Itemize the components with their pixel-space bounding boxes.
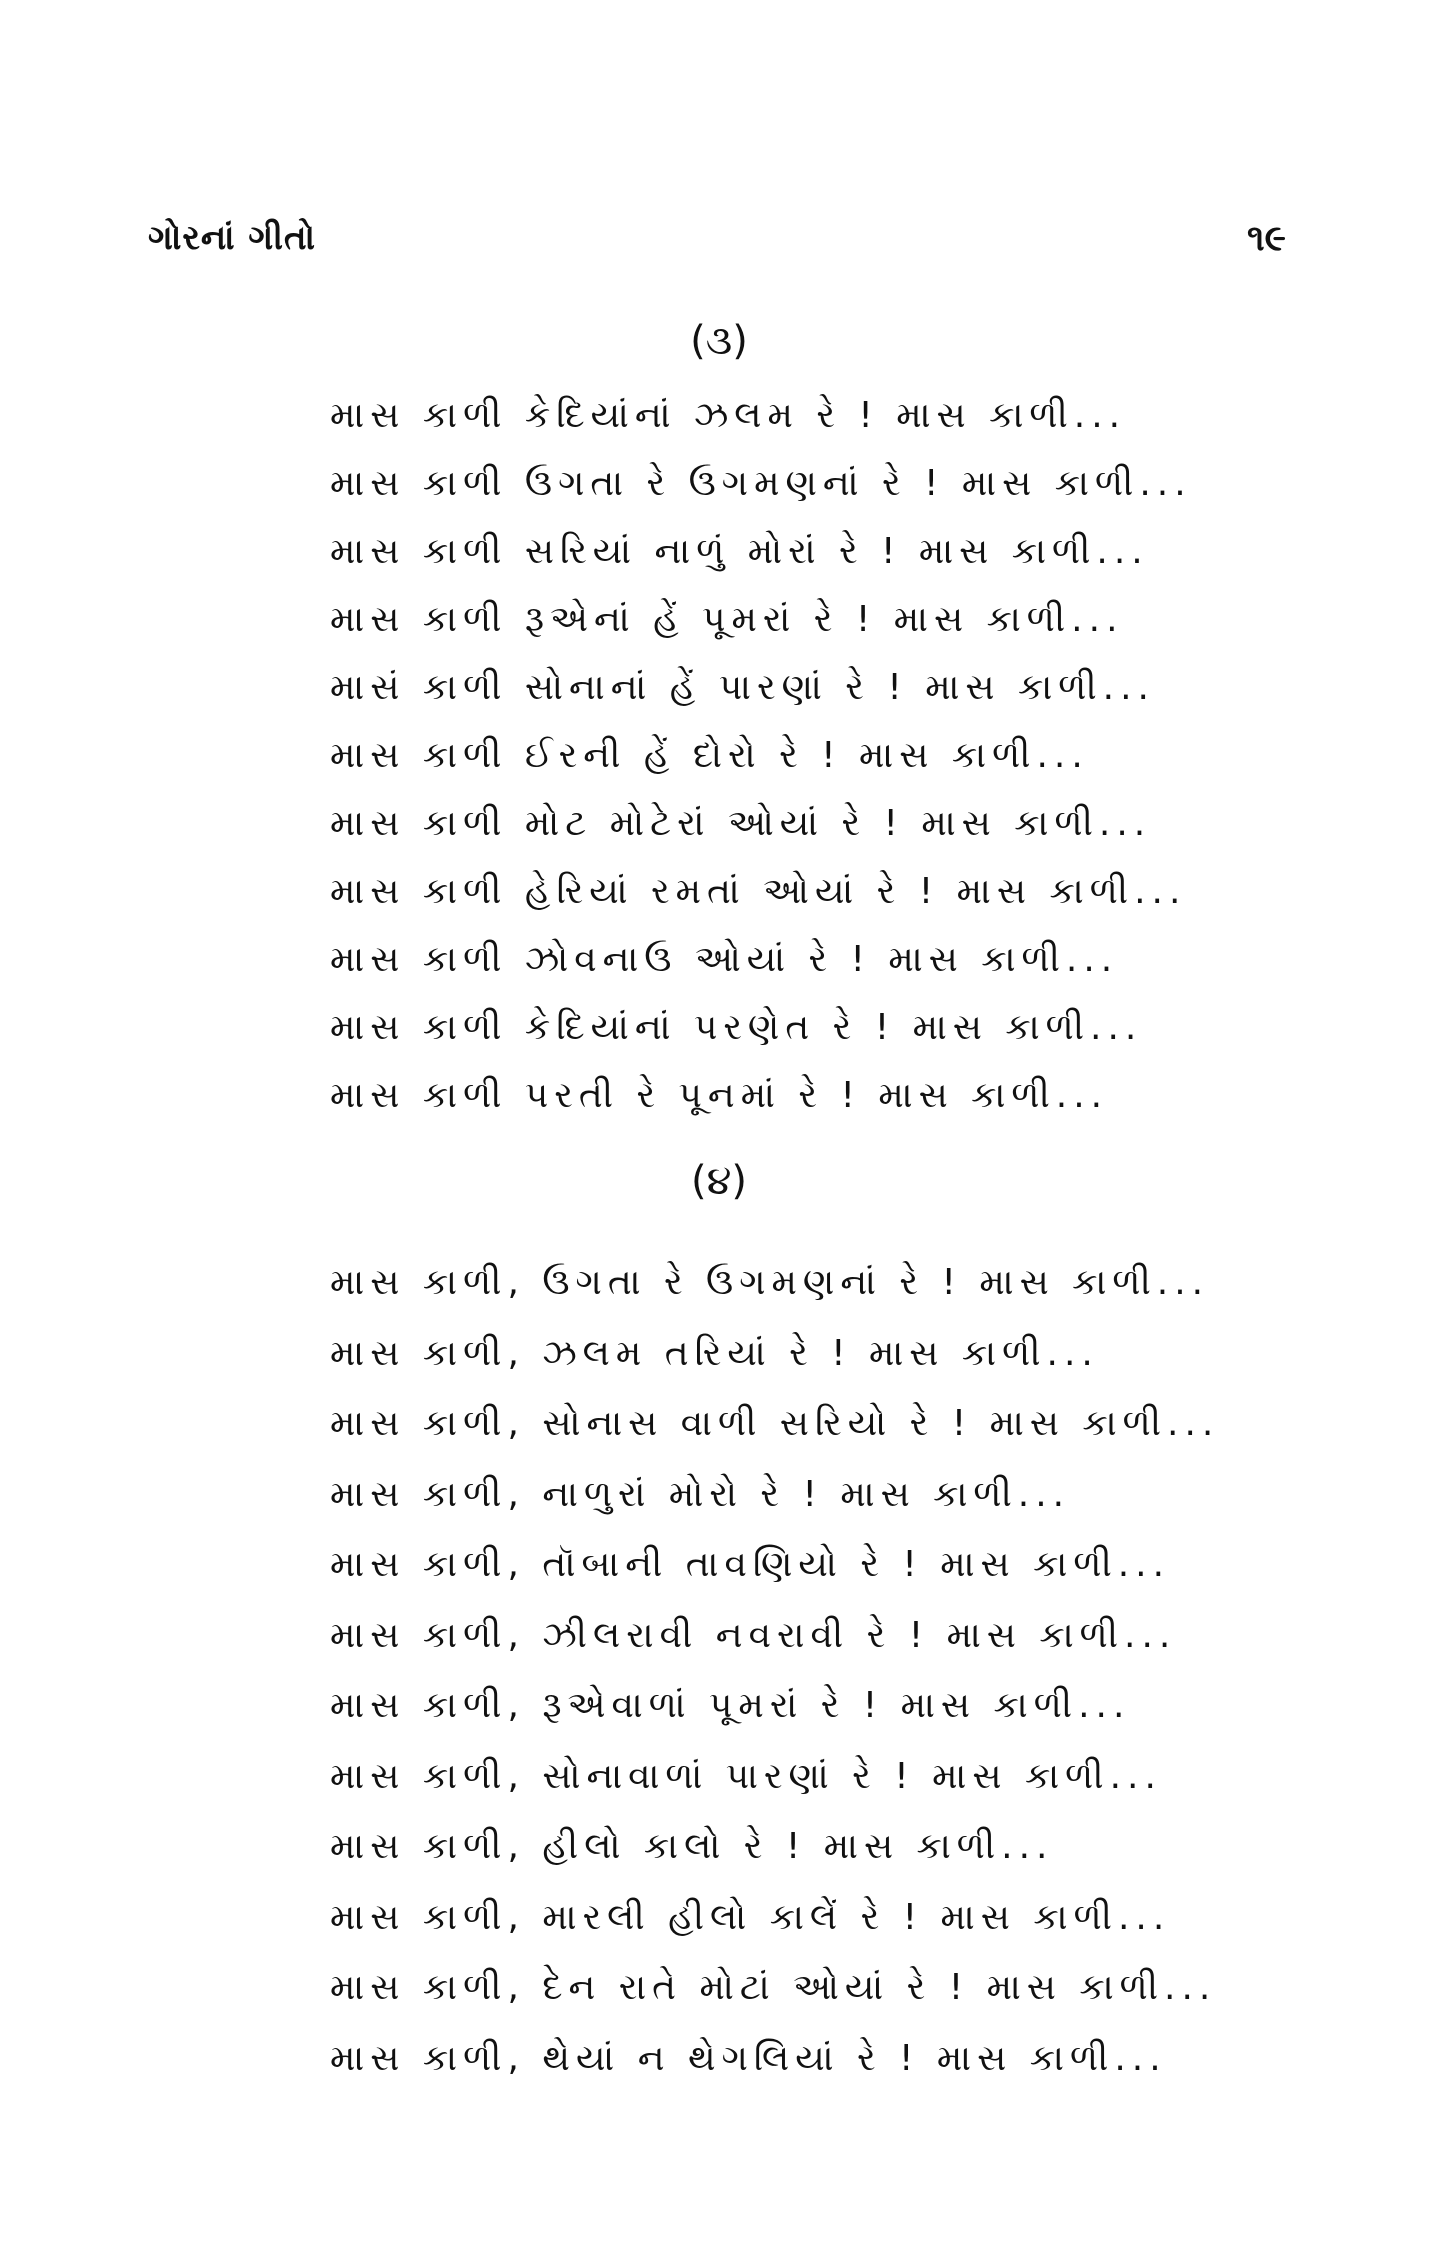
- verse-line: માસ કાળી ઉગતા રે ઉગમણનાં રે ! માસ કાળી...: [330, 463, 1192, 504]
- verse-line: માસ કાળી, થેયાં ન થેગલિયાં રે ! માસ કાળી...: [330, 2037, 1167, 2079]
- verse-line: માસ કાળી ઈરની હેં દોરો રે ! માસ કાળી...: [330, 735, 1089, 776]
- section-heading-4: (૪): [690, 1158, 747, 1204]
- stanza-3: [330, 382, 1230, 1130]
- verse-line: માસ કાળી, ઝીલરાવી નવરાવી રે ! માસ કાળી...: [330, 1614, 1177, 1656]
- stanza-4: [330, 1248, 1230, 2094]
- verse-line: માસ કાળી, રૂએવાળાં પૂમરાં રે ! માસ કાળી...: [330, 1685, 1131, 1726]
- verse-line: માસ કાળી રૂએનાં હેં પૂમરાં રે ! માસ કાળી...: [330, 599, 1124, 640]
- running-title: ગોરનાં ગીતો: [148, 218, 316, 258]
- verse-line: માસ કાળી, ઝલમ તરિયાં રે ! માસ કાળી...: [330, 1332, 1099, 1374]
- verse-line: માસ કાળી સરિયાં નાળું મોરાં રે ! માસ કાળી...: [330, 531, 1149, 572]
- verse-line: માસ કાળી, તૉબાની તાવણિયો રે ! માસ કાળી...: [330, 1544, 1171, 1585]
- verse-line: માસ કાળી હેરિયાં રમતાં ઓયાં રે ! માસ કાળી...: [330, 871, 1187, 912]
- section-heading-3: (૩): [690, 318, 748, 364]
- verse-line: માસ કાળી, દેન રાતે મોટાં ઓયાં રે ! માસ કાળી...: [330, 1967, 1217, 2008]
- verse-line: માસ કાળી, સોનાસ વાળી સરિયો રે ! માસ કાળી...: [330, 1403, 1220, 1444]
- verse-line: માસ કાળી, ઉગતા રે ઉગમણનાં રે ! માસ કાળી...: [330, 1262, 1210, 1303]
- verse-line: માસ કાળી, નાળુરાં મોરો રે ! માસ કાળી...: [330, 1473, 1071, 1515]
- page-number: ૧૯: [1247, 218, 1286, 259]
- verse-line: માસ કાળી, હીલો કાલો રે ! માસ કાળી...: [330, 1826, 1054, 1867]
- verse-line: માસં કાળી સોનાનાં હેં પારણાં રે ! માસ કાળી...: [330, 667, 1155, 708]
- verse-line: માસ કાળી મોટ મોટેરાં ઓયાં રે ! માસ કાળી...: [330, 803, 1152, 844]
- verse-line: માસ કાળી કેદિયાંનાં પરણેત રે ! માસ કાળી...: [330, 1007, 1143, 1048]
- verse-line: માસ કાળી પરતી રે પૂનમાં રે ! માસ કાળી...: [330, 1075, 1109, 1116]
- verse-line: માસ કાળી, મારલી હીલો કાલેં રે ! માસ કાળી...: [330, 1896, 1171, 1938]
- verse-line: માસ કાળી, સોનાવાળાં પારણાં રે ! માસ કાળી...: [330, 1755, 1162, 1797]
- verse-line: માસ કાળી કેદિયાંનાં ઝલમ રે ! માસ કાળી...: [330, 395, 1127, 436]
- verse-line: માસ કાળી ઝોવનાઉ ઓયાં રે ! માસ કાળી...: [330, 939, 1119, 980]
